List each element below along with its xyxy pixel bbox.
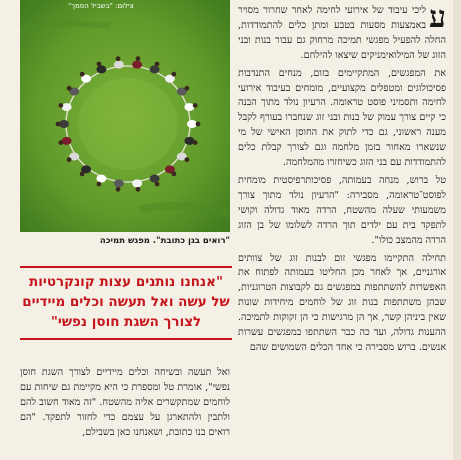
person-head (136, 187, 141, 192)
seated-person (132, 61, 142, 69)
support-circle-photo (20, 0, 230, 232)
person-head (193, 103, 198, 108)
seated-person (132, 179, 142, 187)
person-head (193, 140, 198, 145)
person-head (155, 62, 160, 67)
paragraph-1 (238, 0, 446, 64)
person-head (80, 171, 85, 176)
seated-person (96, 175, 106, 183)
seated-person (114, 179, 124, 187)
seated-person (150, 65, 160, 73)
person-head (196, 122, 201, 127)
seated-person (184, 103, 194, 111)
person-head (155, 182, 160, 187)
person-head (80, 72, 85, 77)
person-head (58, 140, 63, 145)
seated-person (62, 137, 72, 145)
person-head (184, 86, 189, 91)
seated-person (187, 120, 197, 128)
person-head (67, 157, 72, 162)
person-head (184, 157, 189, 162)
person-head (136, 56, 141, 61)
seated-person (59, 120, 69, 128)
photo-caption: "רואים בגן כתובת". מפגש תמיכה (99, 236, 230, 246)
person-head (116, 187, 121, 192)
seated-person (114, 61, 124, 69)
seated-person (96, 65, 106, 73)
pull-quote-top-rule (20, 266, 232, 268)
photo-credit: צילום: "בשביל הסמך" (68, 2, 134, 10)
paragraph-1-text: ליכי עיבוד של אירועי לחימה לאחר שחרור מסויר באמצעות מסעות בטבע ומתן כלים להתמודדות, החלה להפעיל מפגשי תמיכה מרחוק גם עבור בנות ובני הזוג של המילואימניקים שיצאו להילחם. (238, 5, 446, 61)
person-head (67, 86, 72, 91)
pull-quote-bottom-rule (20, 338, 232, 340)
paragraph-left-1: ואל תעשה ובשיחה וכלים מיידיים לצורך השגת חוסן נפשי", אומרת טל ומספרת כי היא מקיימת גם שיחות עם לוחמים שמתקשרים אליה מהשטח. "זה מאוד חשוב להם ולתבין ולהתארגן על עצמם כדי לחזור לתפקד. "הם רואים בנו כתובת, ושאנחנו כאן בשבילם, (20, 367, 230, 438)
person-head (97, 182, 102, 187)
pull-quote (20, 266, 232, 340)
seated-person (62, 103, 72, 111)
seated-person (150, 175, 160, 183)
paragraph-3: טל ברוש, מנחה בעמותה, פסיכותרפיסטית מומחית לפוסט־טראומה, מסבירה: "הרעיון נולד מתוך צורך משמעותי שעלה מהשטח, הרדה מאוד גדולה וקושי לתפקד בית עם ילדים תוך הרדה לשלומו של בן הזוג הרדה מהמצב כולו". (238, 174, 446, 246)
seated-person (184, 137, 194, 145)
pull-quote-text: "אנחנו נותנים עצות קונקרטיות של עשה ואל תעשה וכלים מיידיים לצורך השגת חוסן נפשי" (22, 274, 230, 330)
article-column-left (20, 366, 230, 441)
person-head (171, 171, 176, 176)
article-column-right (238, 0, 446, 356)
paragraph-4: תחילה התקיימו מפגשי זום לבנות זוג של צוותים אורגניים, אך לאחר מכן החליטו בעמותה לפתוח את האפשרות להשתתפות במפגשים גם לקבוצות הטרוגניות, שבהן משתתפות בנות זוג של לוחמים מיחידות שונות שאין ביניהן קשר, אך הן מרגישות כי הן זקוקות לתמיכה. ההענות גדולה, ועד כה כבר השתתפו במפגשים עשרות אנשים. ברוש מסבירה כי אחד הכלים השמושים שהם (238, 252, 446, 353)
person-head (97, 62, 102, 67)
person-head (58, 103, 63, 108)
person-head (171, 72, 176, 77)
page-edge (453, 0, 461, 460)
aerial-photo-image (20, 0, 230, 232)
person-head (56, 122, 61, 127)
person-head (116, 56, 121, 61)
paragraph-2: את המפגשים, המתקיימים בזום, מנחים התנדבות פסיכולוגים ומטפלים מקצועיים, מומחים בעיבוד אירועי לחימה ותסמיני פוסט טראומה. הרעיון נולד מתוך הבנה כי קיים צורך עמוק של בנות ובני זוג שנחברו בעורף לקבל מענה ראשוני, גם כדי לתוק את החוסן האישי של מי שנשארו מאחור בזמן מלחמה וגם לצורך קבלת כלים להתמודדות עם בני הזוג כשיחזרו מהמלחמה. (238, 67, 446, 169)
drop-cap: ע (429, 0, 446, 35)
